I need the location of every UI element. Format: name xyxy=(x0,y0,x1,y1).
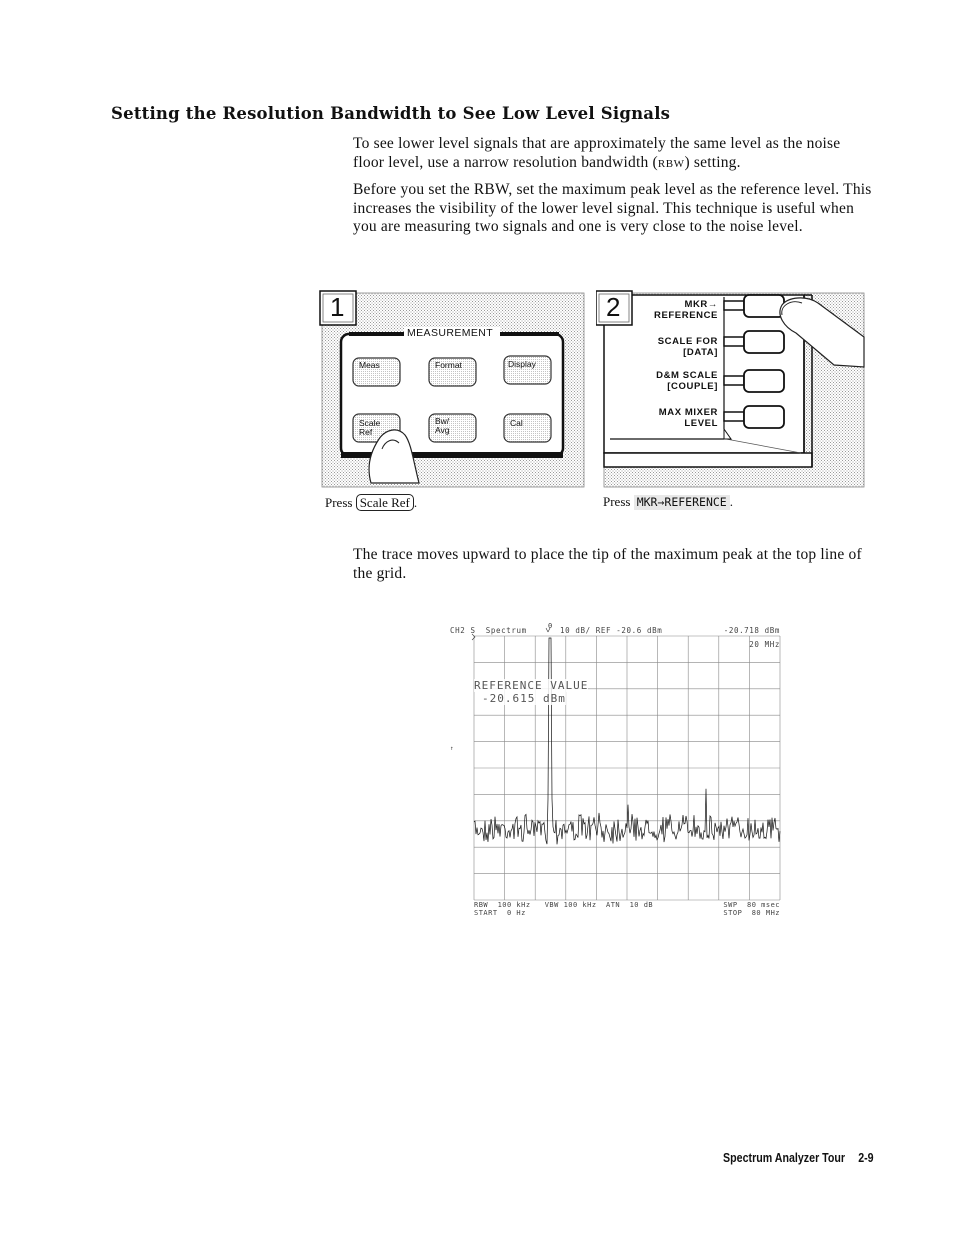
intro-paragraph xyxy=(353,135,873,173)
step-number-2: 2 xyxy=(606,292,621,322)
screen-marker-frequency: 20 MHz xyxy=(749,640,780,649)
screen-header-marker-value: -20.718 dBm xyxy=(723,626,780,635)
display-key[interactable]: Display xyxy=(508,359,536,369)
scale-ref-key[interactable]: Scale Ref xyxy=(359,418,381,437)
screen-footer-sweep: SWP 80 msec xyxy=(723,901,780,909)
intro-text-end: ) setting. xyxy=(684,153,741,171)
intro-text: To see lower level signals that are approximately the same level as the noise floor level, use a narrow resolution bandwidth ( xyxy=(353,135,841,171)
scale-ref-key-label: Scale Ref xyxy=(356,494,414,511)
marker-label: 0 xyxy=(548,622,553,630)
cal-key[interactable]: Cal xyxy=(510,418,523,428)
screen-footer-settings: RBW 100 kHz VBW 100 kHz ATN 10 dB xyxy=(474,901,654,909)
meas-key[interactable]: Meas xyxy=(359,360,380,370)
figure-softkeys xyxy=(596,289,866,489)
measurement-group-label: MEASUREMENT xyxy=(407,327,494,339)
rbw-abbr: RBW xyxy=(657,157,685,170)
screen-header-scale: 10 dB/ REF -20.6 dBm xyxy=(560,626,663,635)
footer-title: Spectrum Analyzer Tour xyxy=(723,1150,846,1165)
spectrum-screen xyxy=(448,620,788,925)
reference-level-arrow: ↑ xyxy=(450,745,454,752)
format-key[interactable]: Format xyxy=(435,360,462,370)
screen-graticule xyxy=(474,636,780,900)
caption-figure-1: Press Scale Ref . xyxy=(325,495,418,510)
screen-header-left: CH2 S Spectrum xyxy=(450,626,527,635)
reference-value-number: -20.615 dBm xyxy=(482,692,566,705)
section-heading: Setting the Resolution Bandwidth to See Low Level Signals xyxy=(111,104,671,123)
screen-footer-start: START 0 Hz xyxy=(474,909,526,917)
spectrum-display xyxy=(448,620,788,920)
softkey-max-mixer-level[interactable]: MAX MIXER LEVEL xyxy=(658,407,718,429)
softkey-dm-scale-couple[interactable]: D&M SCALE [COUPLE] xyxy=(656,370,718,392)
softkey-mkr-reference[interactable]: MKR→ REFERENCE xyxy=(654,299,718,321)
page-footer xyxy=(723,1150,874,1165)
page-number: 2-9 xyxy=(858,1150,874,1165)
result-paragraph: The trace moves upward to place the tip of the maximum peak at the top line of the grid. xyxy=(353,546,862,582)
softkey-scale-for-data[interactable]: SCALE FOR [DATA] xyxy=(657,336,718,358)
technique-paragraph: Before you set the RBW, set the maximum peak level as the reference level. This increases the visibility of the lower level signal. This technique is useful when you are measuring two signals and one is very close to the noise level. xyxy=(353,181,872,235)
reference-value-title: REFERENCE VALUE xyxy=(474,679,589,692)
screen-footer-stop: STOP 80 MHz xyxy=(723,909,780,917)
figure-measurement-keys xyxy=(319,289,587,489)
step-number-1: 1 xyxy=(330,292,345,322)
bw-avg-key[interactable]: Bw/ Avg xyxy=(435,416,450,435)
caption-figure-2: Press MKR→REFERENCE . xyxy=(603,494,733,509)
mkr-reference-softkey-label: MKR→REFERENCE xyxy=(634,495,730,510)
